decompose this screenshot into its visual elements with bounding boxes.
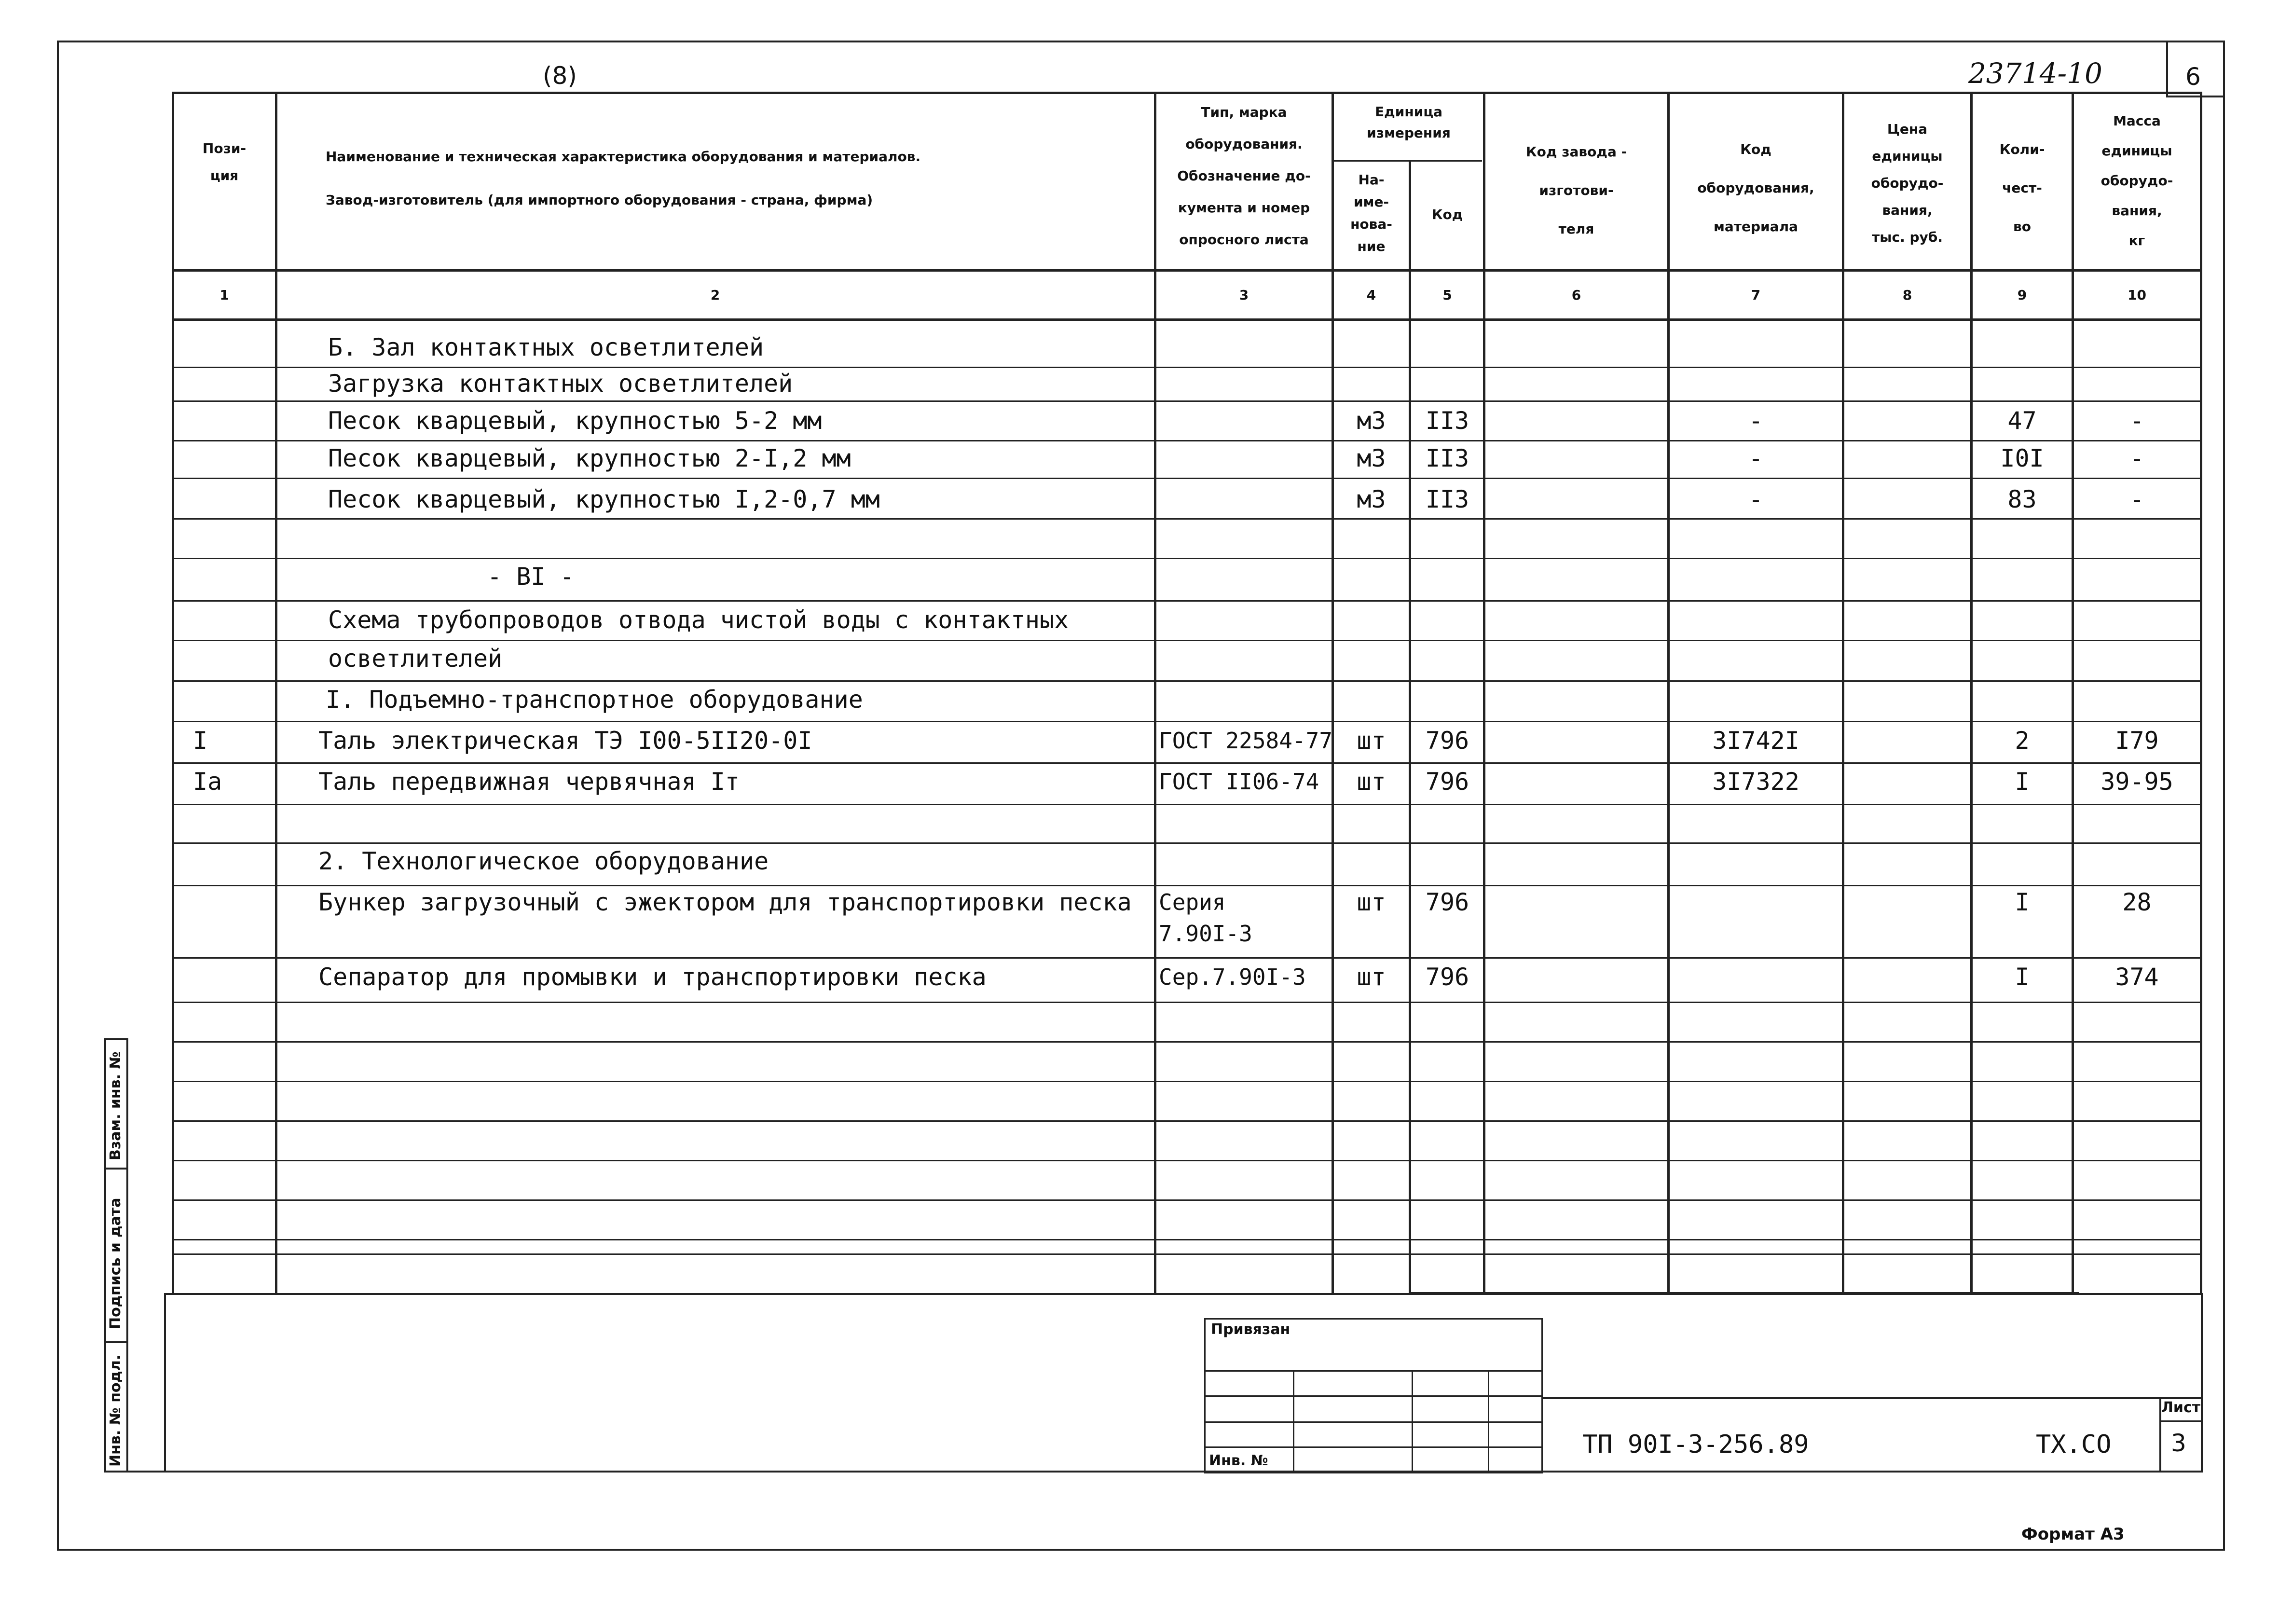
- stamp-v1: [1293, 1370, 1294, 1472]
- row-code: II3: [1425, 485, 1469, 513]
- col-num-8: 8: [1902, 287, 1912, 303]
- row-pos: I: [193, 727, 208, 755]
- row-line: [173, 680, 2202, 682]
- row-name: I. Подъемно-транспортное оборудование: [326, 686, 863, 714]
- side-strip-right: [126, 1038, 128, 1473]
- stamp-v2: [1412, 1370, 1413, 1472]
- header-unit-name: На- име- нова- ние: [1350, 172, 1392, 254]
- row-mass: 28: [2122, 888, 2152, 916]
- row-line: [173, 1002, 2202, 1003]
- header-unit-code: Код: [1431, 206, 1463, 222]
- row-code: 796: [1425, 768, 1469, 796]
- row-unit: шт: [1357, 768, 1386, 796]
- unit-split-line: [1332, 160, 1482, 162]
- sheet-label: (8): [543, 62, 577, 90]
- row-line: [173, 1120, 2202, 1122]
- row-name: осветлителей: [328, 645, 503, 673]
- col-num-9: 9: [2017, 287, 2027, 303]
- row-line: [173, 1253, 2202, 1255]
- row-equip: 3I742I: [1712, 727, 1799, 755]
- header-price: Цена единицы оборудо- вания, тыс. руб.: [1871, 121, 1944, 245]
- col-line-7: [1842, 92, 1844, 1293]
- row-line: [173, 640, 2202, 641]
- row-line: [173, 478, 2202, 479]
- row-line: [173, 804, 2202, 805]
- col-num-5: 5: [1442, 287, 1452, 303]
- row-unit: шт: [1357, 963, 1386, 991]
- row-code: II3: [1425, 407, 1469, 435]
- page-bottom-border: [57, 1549, 2225, 1551]
- row-qty: 2: [2015, 727, 2030, 755]
- stamp-h1: [1204, 1370, 1543, 1372]
- row-name: Песок кварцевый, крупностью 2-I,2 мм: [328, 444, 851, 472]
- side-strip-left: [104, 1038, 106, 1473]
- row-line: [173, 1041, 2202, 1043]
- doc-number: 23714-10: [1968, 57, 2102, 90]
- row-equip: -: [1748, 485, 1763, 513]
- bottom-block-top: [164, 1293, 2203, 1295]
- row-type: Сер.7.90I-3: [1159, 964, 1306, 990]
- row-unit: шт: [1357, 727, 1386, 755]
- side-label-inventory: Инв. № подл.: [107, 1354, 124, 1467]
- row-code: 796: [1425, 963, 1469, 991]
- row-name: Бункер загрузочный с эжектором для транспортировки песка: [318, 888, 1132, 916]
- col-line-0: [172, 92, 174, 1293]
- col-line-10: [2200, 92, 2202, 1293]
- stamp-h4: [1204, 1446, 1543, 1448]
- row-code: II3: [1425, 444, 1469, 472]
- row-name: Загрузка контактных осветлителей: [328, 370, 793, 398]
- col-num-4: 4: [1366, 287, 1376, 303]
- row-type: Серия: [1159, 889, 1226, 915]
- row-unit: м3: [1357, 485, 1386, 513]
- page-number-bottom: [2166, 96, 2225, 97]
- row-name: Таль передвижная червячная Iт: [318, 768, 740, 796]
- row-qty: I: [2015, 768, 2030, 796]
- row-line: [173, 842, 2202, 844]
- row-code: 796: [1425, 727, 1469, 755]
- row-name: Таль электрическая ТЭ I00-5II20-0I: [318, 727, 812, 755]
- side-label-replace: Взам. инв. №: [107, 1051, 124, 1160]
- header-factory: Код завода - изготови- теля: [1525, 144, 1627, 237]
- row-unit: м3: [1357, 407, 1386, 435]
- project-code: ТП 90I-3-256.89: [1582, 1430, 1809, 1459]
- row-line: [173, 440, 2202, 441]
- row-line: [173, 885, 2202, 886]
- col-num-2: 2: [710, 287, 720, 303]
- doc-mark: ТХ.СО: [2036, 1430, 2112, 1459]
- row-mass: -: [2129, 407, 2144, 435]
- col-num-3: 3: [1239, 287, 1249, 303]
- list-label: Лист: [2161, 1399, 2201, 1416]
- row-equip: 3I7322: [1712, 768, 1799, 796]
- row-line: [173, 721, 2202, 722]
- row-qty: I0I: [2000, 444, 2044, 472]
- bottom-base-line: [104, 1471, 2203, 1473]
- row-line: [173, 957, 2202, 959]
- row-mass: I79: [2115, 727, 2159, 755]
- row-name: Б. Зал контактных осветлителей: [328, 333, 764, 361]
- numbers-bottom-line: [173, 318, 2202, 321]
- row-qty: I: [2015, 888, 2030, 916]
- row-name: Песок кварцевый, крупностью 5-2 мм: [328, 407, 822, 435]
- row-unit: м3: [1357, 444, 1386, 472]
- bottom-right-line: [2201, 1293, 2203, 1473]
- col-line-9: [2072, 92, 2074, 1293]
- list-cell-mid: [2159, 1420, 2203, 1422]
- stamp-h2: [1204, 1395, 1543, 1397]
- row-line: [173, 600, 2202, 602]
- row-line: [173, 1239, 2202, 1240]
- row-pos: Iа: [193, 768, 222, 796]
- row-qty: 47: [2007, 407, 2037, 435]
- row-line: [173, 558, 2202, 559]
- col-line-8: [1970, 92, 1973, 1293]
- row-mass: -: [2129, 485, 2144, 513]
- side-label-signature: Подпись и дата: [107, 1197, 124, 1329]
- bottom-left-line: [164, 1293, 166, 1473]
- row-mass: 374: [2115, 963, 2159, 991]
- stamp-v3: [1488, 1370, 1489, 1472]
- col-num-1: 1: [220, 287, 229, 303]
- list-number: 3: [2171, 1429, 2186, 1457]
- row-mass: 39-95: [2101, 768, 2173, 796]
- row-qty: 83: [2007, 485, 2037, 513]
- row-line: [173, 518, 2202, 520]
- row-unit: шт: [1357, 888, 1386, 916]
- row-type: ГОСТ II06-74: [1159, 769, 1319, 795]
- header-qty: Коли- чест- во: [1999, 141, 2045, 234]
- row-name: 2. Технологическое оборудование: [318, 847, 769, 875]
- col-num-7: 7: [1751, 287, 1761, 303]
- col-line-6: [1667, 92, 1670, 1293]
- row-line: [173, 1199, 2202, 1201]
- header-pos: Пози- ция: [202, 140, 247, 183]
- side-strip-top: [104, 1038, 128, 1040]
- row-type: 7.90I-3: [1159, 921, 1252, 947]
- page-number-divider: [2166, 41, 2168, 97]
- row-code: 796: [1425, 888, 1469, 916]
- privyazan-label: Привязан: [1211, 1321, 1291, 1338]
- side-sep-1: [104, 1168, 128, 1170]
- header-type: Тип, марка оборудования. Обозначение до- кумента и номер опросного листа: [1177, 104, 1311, 248]
- col-line-3: [1332, 92, 1334, 1293]
- row-type: ГОСТ 22584-77: [1159, 728, 1333, 754]
- row-line: [173, 762, 2202, 764]
- header-bottom-line: [173, 269, 2202, 272]
- page-number: 6: [2185, 63, 2201, 91]
- inv-label: Инв. №: [1209, 1452, 1268, 1469]
- row-equip: -: [1748, 407, 1763, 435]
- format-label: Формат А3: [2021, 1525, 2125, 1544]
- stamp-h3: [1204, 1421, 1543, 1423]
- row-mass: -: [2129, 444, 2144, 472]
- col-line-1: [275, 92, 277, 1293]
- row-name: Песок кварцевый, крупностью I,2-0,7 мм: [328, 485, 880, 513]
- header-name: Наименование и техническая характеристика оборудования и материалов. Завод-изготовитель (для импортного оборудования - страна, фирма): [326, 149, 921, 208]
- title-block-top: [1542, 1397, 2203, 1399]
- row-equip: -: [1748, 444, 1763, 472]
- header-unit: Единица измерения: [1367, 104, 1451, 141]
- row-name: Схема трубопроводов отвода чистой воды с контактных: [328, 606, 1069, 634]
- table-top-line: [173, 92, 2202, 94]
- row-line: [173, 1081, 2202, 1082]
- col-line-5: [1483, 92, 1485, 1293]
- row-qty: I: [2015, 963, 2030, 991]
- row-name: Сепаратор для промывки и транспортировки песка: [318, 963, 987, 991]
- header-equip-code: Код оборудования, материала: [1697, 141, 1814, 234]
- row-line: [173, 367, 2202, 368]
- row-name: - BI -: [487, 563, 575, 591]
- row-line: [173, 400, 2202, 402]
- col-num-10: 10: [2128, 287, 2146, 303]
- row-line: [173, 1160, 2202, 1161]
- col-num-6: 6: [1571, 287, 1581, 303]
- header-mass: Масса единицы оборудо- вания, кг: [2101, 113, 2173, 248]
- side-sep-2: [104, 1341, 128, 1343]
